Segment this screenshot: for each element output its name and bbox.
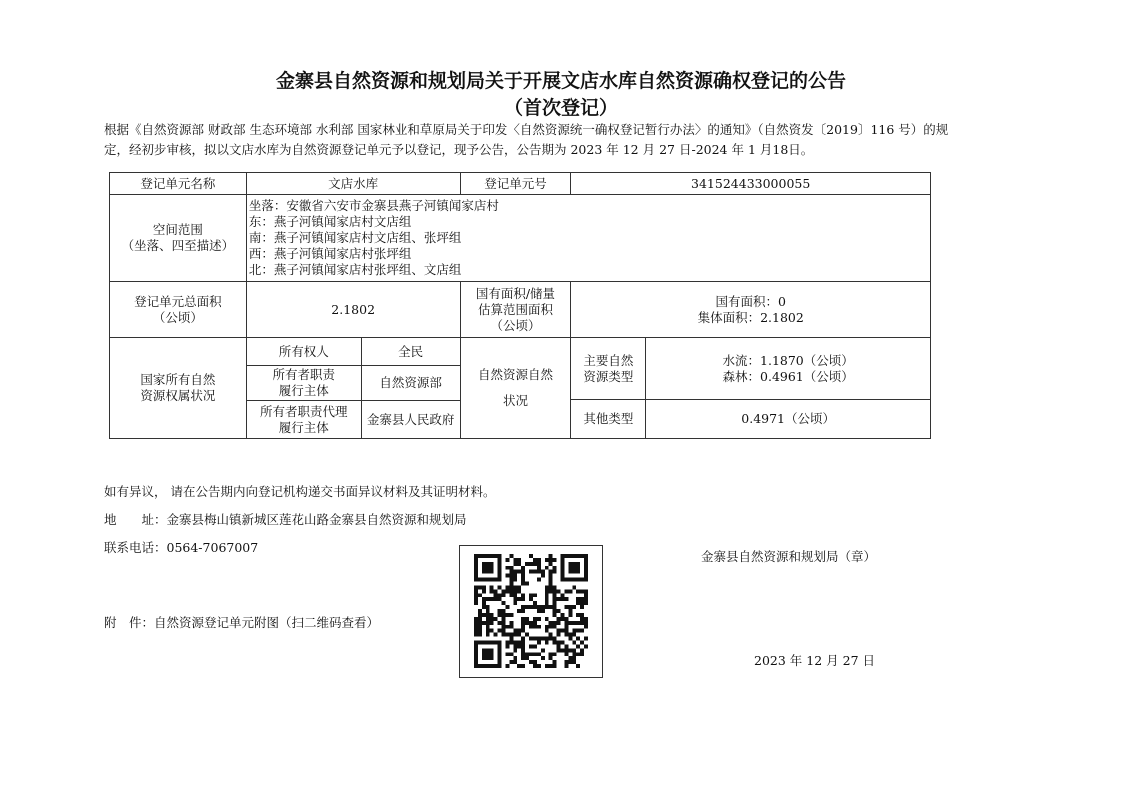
space-description: 坐落：安徽省六安市金寨县燕子河镇闻家店村 东：燕子河镇闻家店村文店组 南：燕子河镇闻家店村文店组、张坪组 西：燕子河镇闻家店村张坪组 北：燕子河镇闻家店村张坪组、文店组 [246,195,930,282]
space-label: 空间范围 （坐落、四至描述） [110,195,247,282]
table-row [110,338,931,366]
unit-no-label: 登记单元号 [460,173,571,195]
page-subtitle: （首次登记） [503,97,618,119]
table-row [110,195,931,282]
main-type-label: 主要自然 资源类型 [571,338,646,400]
qr-code-icon [474,554,588,668]
main-type-value: 水流：1.1870（公顷） 森林：0.4961（公顷） [646,338,931,400]
address-line: 地 址：金寨县梅山镇新城区莲花山路金寨县自然资源和规划局 [104,512,467,527]
qr-code[interactable] [459,545,603,678]
table-row [110,173,931,195]
ownership-label: 国家所有自然 资源权属状况 [110,338,247,439]
duty-value: 自然资源部 [361,366,460,401]
owner-label: 所有权人 [246,338,361,366]
other-type-label: 其他类型 [571,400,646,439]
unit-name-label: 登记单元名称 [110,173,247,195]
objection-note: 如有异议， 请在公告期内向登记机构递交书面异议材料及其证明材料。 [104,484,496,499]
issue-date: 2023 年 12 月 27 日 [754,653,875,668]
state-area-value: 国有面积：0 集体面积：2.1802 [571,282,931,338]
intro-paragraph: 根据《自然资源部 财政部 生态环境部 水利部 国家林业和草原局关于印发〈自然资源统一确权登记暂行办法〉的通知》（自然资发〔2019〕116 号）的规定，经初步审核，拟以文店水库为自然资源登记单元予以登记，现予公告，公告期为 2023 年 12 月 27 日-2024 年 1 月18日。 [104,122,949,157]
phone-line: 联系电话：0564-7067007 [104,540,259,555]
total-area-value: 2.1802 [246,282,460,338]
unit-no-value: 341524433000055 [571,173,931,195]
state-area-label: 国有面积/储量 估算范围面积 （公顷） [460,282,571,338]
nature-label: 自然资源自然 状况 [460,338,571,439]
issuer-signature: 金寨县自然资源和规划局（章） [701,549,877,564]
table-row [110,282,931,338]
registration-table [109,172,931,439]
page-title: 金寨县自然资源和规划局关于开展文店水库自然资源确权登记的公告 [275,70,846,92]
other-type-value: 0.4971（公顷） [646,400,931,439]
duty-label: 所有者职责 履行主体 [246,366,361,401]
total-area-label: 登记单元总面积 （公顷） [110,282,247,338]
unit-name-value: 文店水库 [246,173,460,195]
owner-value: 全民 [361,338,460,366]
agent-value: 金寨县人民政府 [361,401,460,439]
agent-label: 所有者职责代理 履行主体 [246,401,361,439]
attachment-line: 附 件：自然资源登记单元附图（扫二维码查看） [104,615,380,630]
